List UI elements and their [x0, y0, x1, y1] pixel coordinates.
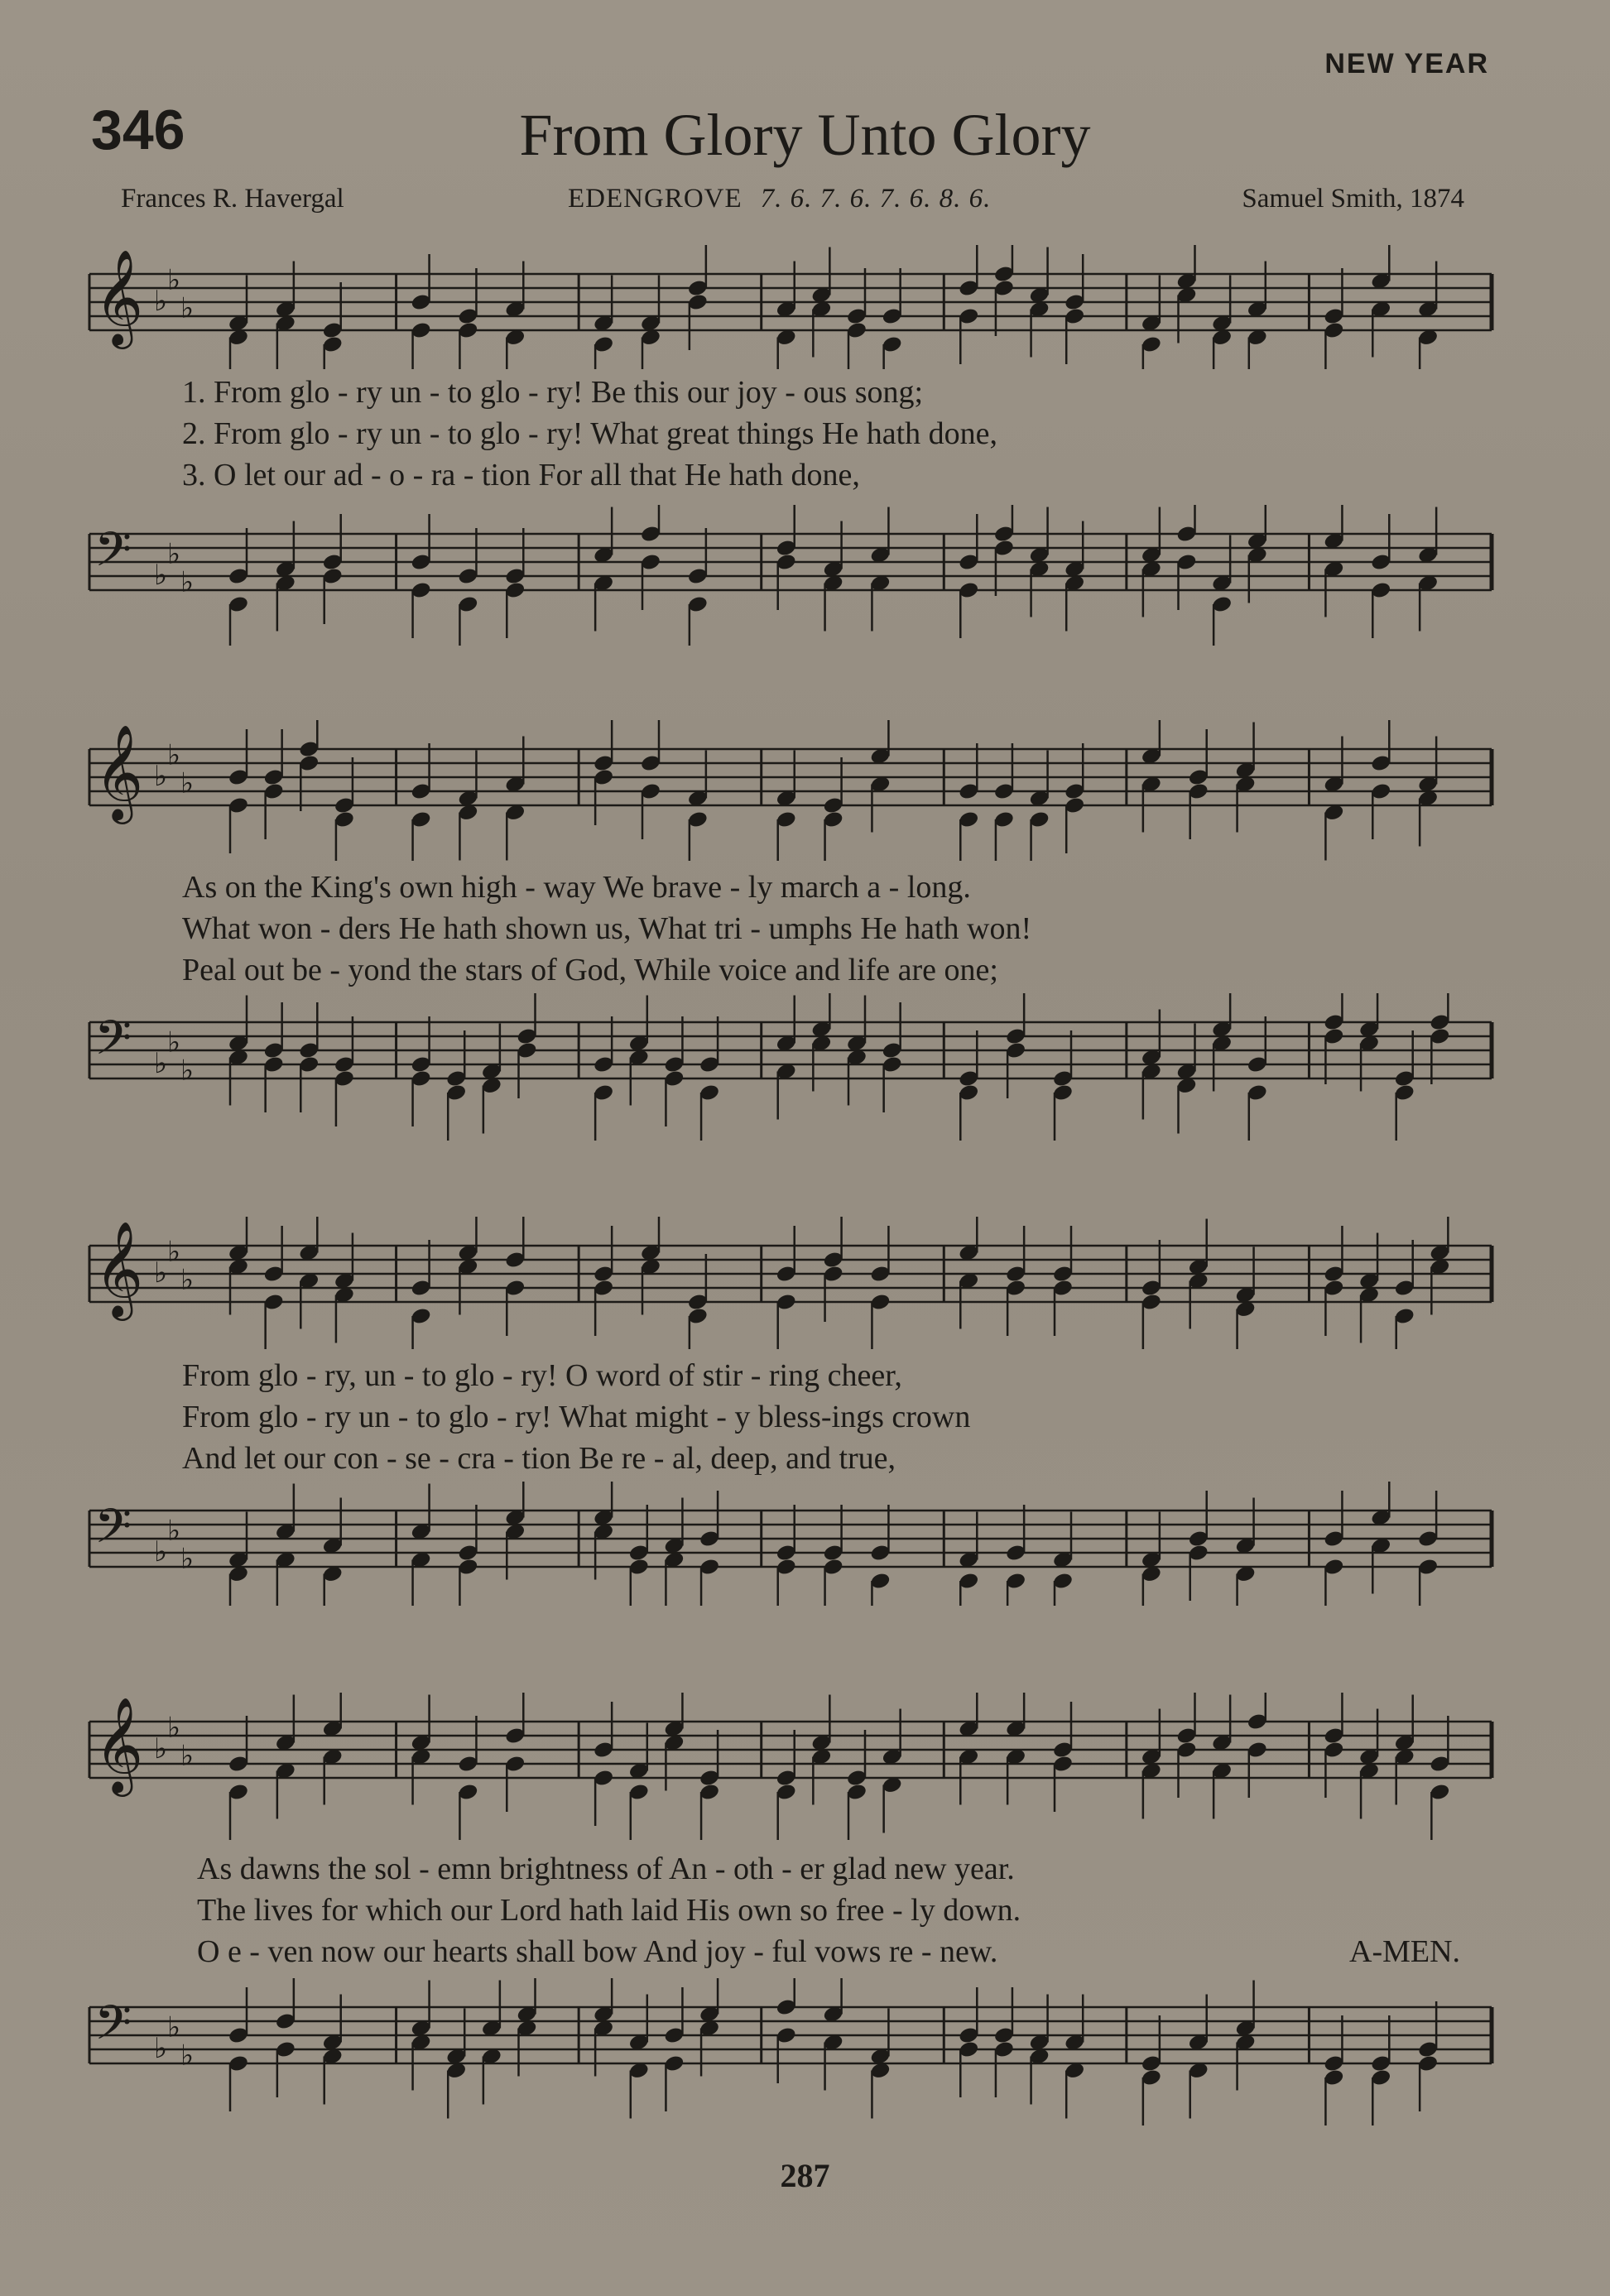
svg-text:♭: ♭ [180, 1542, 195, 1576]
svg-text:♭: ♭ [154, 1256, 168, 1290]
svg-text:♭: ♭ [154, 559, 168, 592]
staff-engraving [89, 1217, 1492, 1349]
staff-engraving [89, 993, 1492, 1141]
treble-staff-system-1 [0, 245, 1610, 369]
treble-staff-system-3 [0, 1217, 1610, 1349]
svg-text:𝄢: 𝄢 [94, 1498, 132, 1566]
svg-text:♭: ♭ [154, 1535, 168, 1568]
svg-text:𝄢: 𝄢 [94, 521, 132, 589]
svg-text:♭: ♭ [180, 766, 195, 800]
lyric-line: From glo - ry un - to glo - ry! What might - y bless-ings crown [182, 1400, 971, 1434]
lyric-line: As dawns the sol - emn brightness of An - oth - er glad new year. [197, 1852, 1015, 1886]
svg-text:♭: ♭ [154, 760, 168, 793]
hymn-title: From Glory Unto Glory [519, 102, 1091, 168]
svg-text:♭: ♭ [154, 1047, 168, 1080]
staff-engraving [89, 505, 1492, 646]
staff-engraving [89, 1978, 1492, 2125]
tune-name [568, 184, 991, 214]
svg-text:𝄞: 𝄞 [94, 1696, 144, 1793]
lyric-line: The lives for which our Lord hath laid His own so free - ly down. [197, 1893, 1021, 1928]
lyric-line: 2. From glo - ry un - to glo - ry! What great things He hath done, [182, 416, 997, 451]
svg-text:♭: ♭ [167, 1026, 181, 1059]
bass-staff-system-4 [0, 1978, 1610, 2144]
svg-text:𝄞: 𝄞 [94, 248, 144, 345]
lyric-line: 3. O let our ad - o - ra - tion For all that He hath done, [182, 458, 860, 492]
svg-text:♭: ♭ [167, 1235, 181, 1269]
page-number: 287 [780, 2157, 830, 2194]
svg-text:♭: ♭ [167, 263, 181, 297]
bass-staff-system-1 [0, 505, 1610, 646]
svg-text:𝄞: 𝄞 [94, 1220, 144, 1317]
staff-engraving [89, 720, 1492, 861]
amen-label: A-MEN. [1349, 1934, 1461, 1969]
svg-text:𝄢: 𝄢 [94, 1995, 132, 2063]
svg-text:♭: ♭ [154, 2032, 168, 2065]
lyric-line: O e - ven now our hearts shall bow And joy - ful vows re - new. [197, 1934, 998, 1969]
svg-text:♭: ♭ [167, 1711, 181, 1745]
svg-text:♭: ♭ [167, 738, 181, 772]
svg-text:♭: ♭ [180, 2039, 195, 2073]
section-label: NEW YEAR [1324, 48, 1489, 79]
staff-engraving [89, 245, 1492, 369]
svg-text:♭: ♭ [167, 2010, 181, 2044]
lyric-line: Peal out be - yond the stars of God, While voice and life are one; [182, 953, 998, 987]
svg-text:♭: ♭ [180, 291, 195, 325]
lyric-line: What won - ders He hath shown us, What tri - umphs He hath won! [182, 911, 1032, 946]
composer-credit: Samuel Smith, 1874 [1242, 184, 1464, 214]
staff-engraving [89, 1482, 1492, 1606]
svg-text:♭: ♭ [180, 1739, 195, 1773]
svg-text:𝄢: 𝄢 [94, 1010, 132, 1078]
hymn-number: 346 [91, 98, 185, 161]
staff-engraving [89, 1693, 1492, 1840]
treble-staff-system-4 [0, 1693, 1610, 1842]
lyric-line: 1. From glo - ry un - to glo - ry! Be this our joy - ous song; [182, 375, 924, 410]
bass-staff-system-3 [0, 1482, 1610, 1606]
svg-text:𝄞: 𝄞 [94, 723, 144, 820]
tune-label: EDENGROVE [568, 184, 743, 214]
bass-staff-system-2 [0, 993, 1610, 1159]
svg-text:♭: ♭ [180, 1263, 195, 1297]
meter-label: 7. 6. 7. 6. 7. 6. 8. 6. [760, 184, 992, 214]
svg-text:♭: ♭ [180, 565, 195, 599]
lyric-line: As on the King's own high - way We brave - ly march a - long. [182, 870, 971, 905]
lyric-line: From glo - ry, un - to glo - ry! O word of stir - ring cheer, [182, 1358, 902, 1393]
treble-staff-system-2 [0, 720, 1610, 861]
lyric-line: And let our con - se - cra - tion Be re - al, deep, and true, [182, 1441, 896, 1476]
author-credit: Frances R. Havergal [121, 184, 344, 214]
svg-text:♭: ♭ [154, 285, 168, 318]
svg-text:♭: ♭ [180, 1054, 195, 1088]
svg-text:♭: ♭ [154, 1732, 168, 1765]
svg-text:♭: ♭ [167, 1514, 181, 1548]
svg-text:♭: ♭ [167, 537, 181, 571]
